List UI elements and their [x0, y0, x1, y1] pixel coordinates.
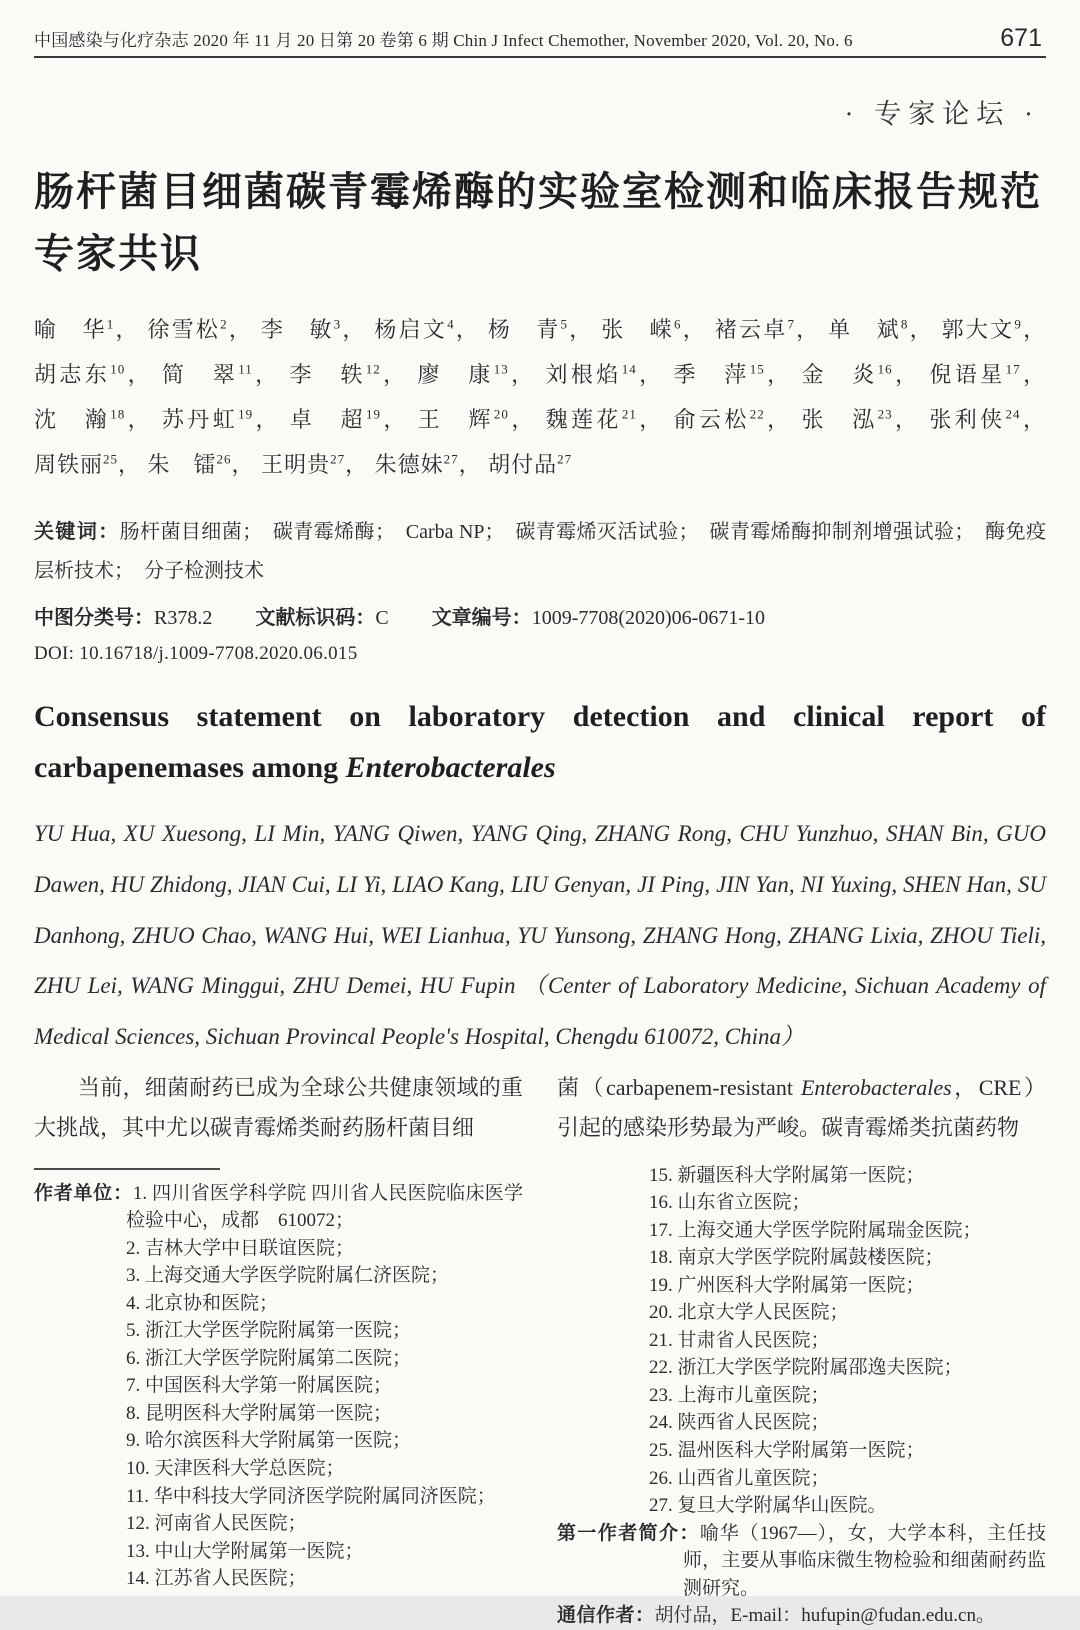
footnote-column-right [557, 1162, 1046, 1630]
title-en-italic: Enterobacterales [345, 751, 556, 785]
article-id-label: 文章编号： [431, 607, 532, 630]
author-cn: 魏莲花$^{21}$， [545, 406, 665, 433]
affiliation-item: 9. 哈尔滨医科大学附属第一医院； [126, 1430, 412, 1452]
affiliation-item-1: 1. 四川省医学科学院 四川省人民医院临床医学检验中心，成都 610072； [126, 1182, 523, 1232]
title-en-text: Consensus statement on laboratory detection and clinical report of carbapenemases among [34, 700, 1046, 785]
author-cn: 胡付品$^{27}$ [488, 451, 573, 478]
affiliation-item: 8. 昆明医科大学附属第一医院； [126, 1402, 393, 1424]
page-header [34, 26, 1046, 58]
author-cn: 季 萍$^{15}$， [673, 361, 793, 388]
author-cn: 李 轶$^{12}$， [289, 361, 409, 388]
affiliation-item: 17. 上海交通大学医学院附属瑞金医院； [649, 1219, 982, 1241]
affiliation-item: 23. 上海市儿童医院； [649, 1384, 830, 1406]
corresponding-author-text: 胡付品，E-mail：hufupin@fudan.edu.cn。 [654, 1605, 995, 1627]
title-cn-line-2: 专家共识 [34, 231, 202, 276]
body-right-post: ，CRE）引起的感染形势最为严峻。碳青霉烯类抗菌药物 [557, 1075, 1046, 1140]
author-cn: 胡志东$^{10}$， [34, 361, 154, 388]
affiliation-item: 4. 北京协和医院； [126, 1292, 279, 1314]
body-text [34, 1068, 1046, 1147]
affiliation-item: 15. 新疆医科大学附属第一医院； [649, 1164, 925, 1186]
affiliation-item: 2. 吉林大学中日联谊医院； [126, 1237, 355, 1259]
page-number: 671 [1000, 24, 1042, 52]
affiliation-item: 25. 温州医科大学附属第一医院； [649, 1440, 925, 1461]
affiliation-item: 16. 山东省立医院； [649, 1192, 811, 1214]
author-cn: 卓 超$^{19}$， [289, 406, 409, 433]
author-cn: 朱 镭$^{26}$， [147, 451, 255, 478]
author-cn: 王明贵$^{27}$， [261, 451, 369, 478]
corresponding-author-note [557, 1602, 1046, 1630]
affiliation-item: 12. 河南省人民医院； [126, 1513, 307, 1535]
classification-line [34, 601, 1046, 630]
body-column-left [34, 1068, 523, 1147]
author-list-en: YU Hua, XU Xuesong, LI Min, YANG Qiwen, YANG Qing, ZHANG Rong, CHU Yunzhuo, SHAN Bin, GUO Dawen, HU Zhidong, JIAN Cui, LI Yi, LIAO Kang, LIU Genyan, JI Ping, JIN Yan, NI Yuxing, SHEN Han, SU Danhong, ZHUO Chao, WANG Hui, WEI Lianhua, YU Yunsong, ZHANG Hong, ZHANG Lixia, ZHOU Tieli, ZHU Lei, WANG Minggui, ZHU Demei, HU Fupin （Center of Laboratory Medicine, Sichuan Academy of Medical Sciences, Sichuan Provincal People's Hospital, Chengdu 610072, China） [34, 821, 1046, 1049]
article-title-en [34, 691, 1046, 793]
author-cn: 喻 华$^1$， [34, 316, 140, 342]
author-cn: 郭大文$^9$， [941, 316, 1047, 342]
affiliation-item: 3. 上海交通大学医学院附属仁济医院； [126, 1265, 450, 1287]
body-paragraph-left: 当前，细菌耐药已成为全球公共健康领域的重大挑战，其中尤以碳青霉烯类耐药肠杆菌目细 [34, 1075, 523, 1140]
affiliation-item: 18. 南京大学医学院附属鼓楼医院； [649, 1247, 944, 1269]
clc-value: R378.2 [154, 607, 213, 630]
author-cn: 王 辉$^{20}$， [417, 406, 537, 433]
affiliation-item: 11. 华中科技大学同济医学院附属同济医院； [126, 1485, 496, 1507]
keywords-text: 肠杆菌目细菌； 碳青霉烯酶； Carba NP； 碳青霉烯灭活试验； 碳青霉烯酶抑制剂增强试验； 酶免疫层析技术； 分子检测技术 [34, 521, 1046, 583]
section-label: · 专家论坛 · [844, 99, 1040, 129]
first-author-text: 喻华（1967—），女，大学本科，主任技师，主要从事临床微生物检验和细菌耐药监测研究。 [683, 1522, 1046, 1599]
author-cn: 倪语星$^{17}$， [929, 361, 1047, 388]
body-column-right [557, 1068, 1046, 1147]
author-list-cn [34, 307, 1046, 487]
first-author-label: 第一作者简介： [557, 1522, 700, 1544]
clc-label: 中图分类号： [34, 607, 154, 630]
affiliation-item: 24. 陕西省人民医院； [649, 1412, 830, 1434]
keywords-label: 关键词： [34, 521, 120, 544]
footnote-divider [34, 1168, 220, 1170]
affiliation-item: 22. 浙江大学医学院附属邵逸夫医院； [649, 1357, 963, 1379]
author-cn: 徐雪松$^2$， [147, 316, 254, 342]
footnotes [34, 1162, 1046, 1630]
affiliation-item: 26. 山西省儿童医院； [649, 1467, 830, 1489]
document-code [255, 607, 388, 629]
article-id [432, 607, 765, 629]
author-cn: 杨启文$^4$， [374, 316, 481, 342]
author-cn: 简 翠$^{11}$， [161, 361, 281, 388]
author-cn: 杨 青$^5$， [487, 316, 594, 342]
affiliation-item: 6. 浙江大学医学院附属第二医院； [126, 1347, 412, 1369]
journal-info: 中国感染与化疗杂志 2020 年 11 月 20 日第 20 卷第 6 期 Chin J Infect Chemother, November 2020, Vol. 20, No. 6 [34, 31, 853, 50]
author-cn: 单 斌$^8$， [828, 316, 934, 342]
affiliation-item: 7. 中国医科大学第一附属医院； [126, 1375, 393, 1397]
author-cn: 沈 瀚$^{18}$， [34, 406, 153, 433]
affiliation-label: 作者单位： [34, 1182, 133, 1204]
body-paragraph-right [557, 1068, 1046, 1147]
affiliation-list-right [557, 1162, 1046, 1520]
author-cn: 廖 康$^{13}$， [417, 361, 537, 388]
article-id-value: 1009-7708(2020)06-0671-10 [531, 607, 765, 630]
header-row [34, 26, 1046, 58]
author-cn: 苏丹虹$^{19}$， [161, 406, 281, 433]
author-cn: 张 嵘$^6$， [601, 316, 707, 342]
affiliation-item: 27. 复旦大学附属华山医院。 [649, 1495, 887, 1517]
doi-line: DOI: 10.16718/j.1009-7708.2020.06.015 [34, 643, 358, 665]
corresponding-author-label: 通信作者： [557, 1605, 655, 1627]
author-cn: 周铁丽$^{25}$， [34, 451, 142, 478]
affiliation-item: 5. 浙江大学医学院附属第一医院； [126, 1320, 412, 1342]
author-cn: 金 炎$^{16}$， [801, 361, 921, 388]
footnote-column-left [34, 1162, 523, 1630]
author-cn: 褚云卓$^7$， [714, 316, 821, 342]
affiliation-item: 21. 甘肃省人民医院； [649, 1329, 830, 1351]
affiliation-item: 14. 江苏省人民医院； [126, 1568, 307, 1590]
author-cn: 张利侠$^{24}$， [929, 406, 1046, 433]
affiliation-block [34, 1180, 523, 1235]
author-cn: 朱德妹$^{27}$， [374, 451, 482, 478]
affiliation-item: 13. 中山大学附属第一医院； [126, 1540, 364, 1562]
affiliation-item: 19. 广州医科大学附属第一医院； [649, 1274, 925, 1296]
author-cn: 俞云松$^{22}$， [673, 406, 793, 433]
author-cn: 张 泓$^{23}$， [801, 406, 921, 433]
first-author-note [557, 1520, 1046, 1603]
author-cn: 刘根焰$^{14}$， [545, 361, 665, 388]
document-code-label: 文献标识码： [255, 607, 376, 630]
affiliation-list-left [34, 1235, 523, 1593]
body-right-pre: 菌（carbapenem-resistant [557, 1075, 801, 1101]
author-cn: 李 敏$^3$， [260, 316, 367, 342]
clc-number [34, 607, 212, 629]
document-code-value: C [375, 607, 389, 630]
article-title-cn [34, 161, 1046, 285]
keywords-line [34, 513, 1046, 591]
title-cn-line-1: 肠杆菌目细菌碳青霉烯酶的实验室检测和临床报告规范 [34, 169, 1042, 214]
affiliation-item: 10. 天津医科大学总医院； [126, 1458, 345, 1479]
affiliation-item: 20. 北京大学人民医院； [649, 1302, 849, 1324]
body-right-italic: Enterobacterales [800, 1075, 952, 1101]
